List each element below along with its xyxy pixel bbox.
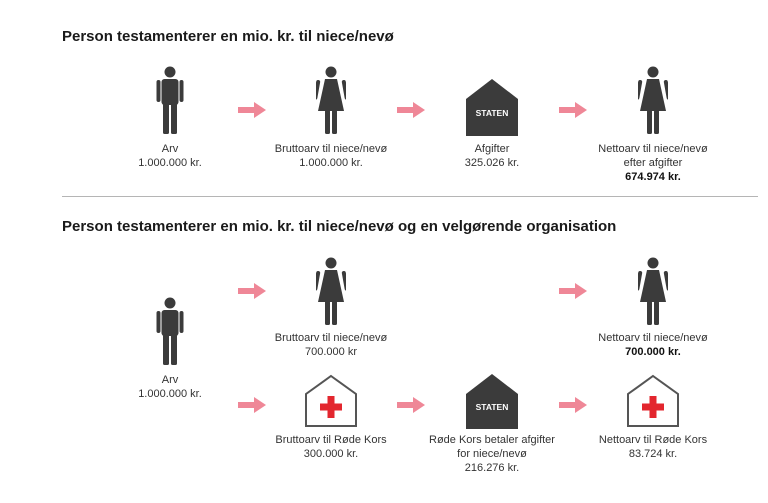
s1-brutto-label: Bruttoarv til niece/nevø	[274, 143, 388, 155]
section-divider	[62, 196, 758, 197]
s2-brutto-niece-label: Bruttoarv til niece/nevø	[274, 332, 388, 344]
red-cross-house-icon	[626, 374, 680, 428]
s2-arv-label: Arv	[161, 374, 179, 386]
s1-brutto-amount: 1.000.000 kr.	[299, 157, 363, 169]
section1-title: Person testamenterer en mio. kr. til niece/nevø	[62, 28, 394, 45]
s1-arv-node	[110, 66, 230, 170]
s2-arv-node	[110, 297, 230, 401]
s2-netto-rk-amount: 83.724 kr.	[628, 448, 678, 460]
s2-arv-amount: 1.000.000 kr.	[138, 388, 202, 400]
male-person-icon	[155, 66, 185, 136]
s2-brutto-rk-amount: 300.000 kr.	[303, 448, 359, 460]
s2-netto-niece-amount: 700.000 kr.	[625, 346, 681, 358]
staten-building-icon	[466, 79, 518, 136]
s1-netto-label: Nettoarv til niece/nevø	[598, 143, 708, 155]
s2-brutto-rk-label: Bruttoarv til Røde Kors	[275, 434, 387, 446]
female-person-icon	[316, 257, 346, 327]
arrow-right-icon	[397, 102, 425, 118]
s2-staten-rk-node	[417, 374, 567, 475]
s1-afgifter-amount: 325.026 kr.	[464, 157, 520, 169]
s1-brutto-node	[256, 66, 406, 170]
s1-netto-node	[578, 66, 728, 184]
s2-netto-niece-node	[578, 257, 728, 359]
s2-netto-rk-label: Nettoarv til Røde Kors	[598, 434, 708, 446]
s2-brutto-niece-node	[256, 257, 406, 359]
red-cross-house-icon	[304, 374, 358, 428]
staten-building-icon	[466, 374, 518, 429]
staten-badge-text: STATEN	[475, 402, 509, 412]
female-person-icon	[638, 257, 668, 327]
s2-netto-niece-label: Nettoarv til niece/nevø	[598, 332, 708, 344]
staten-badge-text: STATEN	[475, 108, 509, 118]
s1-arv-amount: 1.000.000 kr.	[138, 157, 202, 169]
s2-brutto-rk-node	[256, 374, 406, 461]
section2-title: Person testamenterer en mio. kr. til niece/nevø og en velgørende organisation	[62, 218, 617, 235]
s2-staten-rk-label: Røde Kors betaler afgifter	[429, 434, 555, 446]
male-person-icon	[155, 297, 185, 367]
s1-netto-label2: efter afgifter	[623, 157, 683, 169]
s2-netto-rk-node	[578, 374, 728, 461]
female-person-icon	[638, 66, 668, 136]
s2-staten-rk-label2: for niece/nevø	[457, 448, 527, 460]
s1-afgifter-label: Afgifter	[474, 143, 510, 155]
s1-netto-amount: 674.974 kr.	[625, 171, 681, 183]
s2-brutto-niece-amount: 700.000 kr	[305, 346, 357, 358]
s2-staten-rk-amount: 216.276 kr.	[464, 462, 520, 474]
s1-afgifter-node	[432, 79, 552, 170]
female-person-icon	[316, 66, 346, 136]
s1-arv-label: Arv	[161, 143, 179, 155]
